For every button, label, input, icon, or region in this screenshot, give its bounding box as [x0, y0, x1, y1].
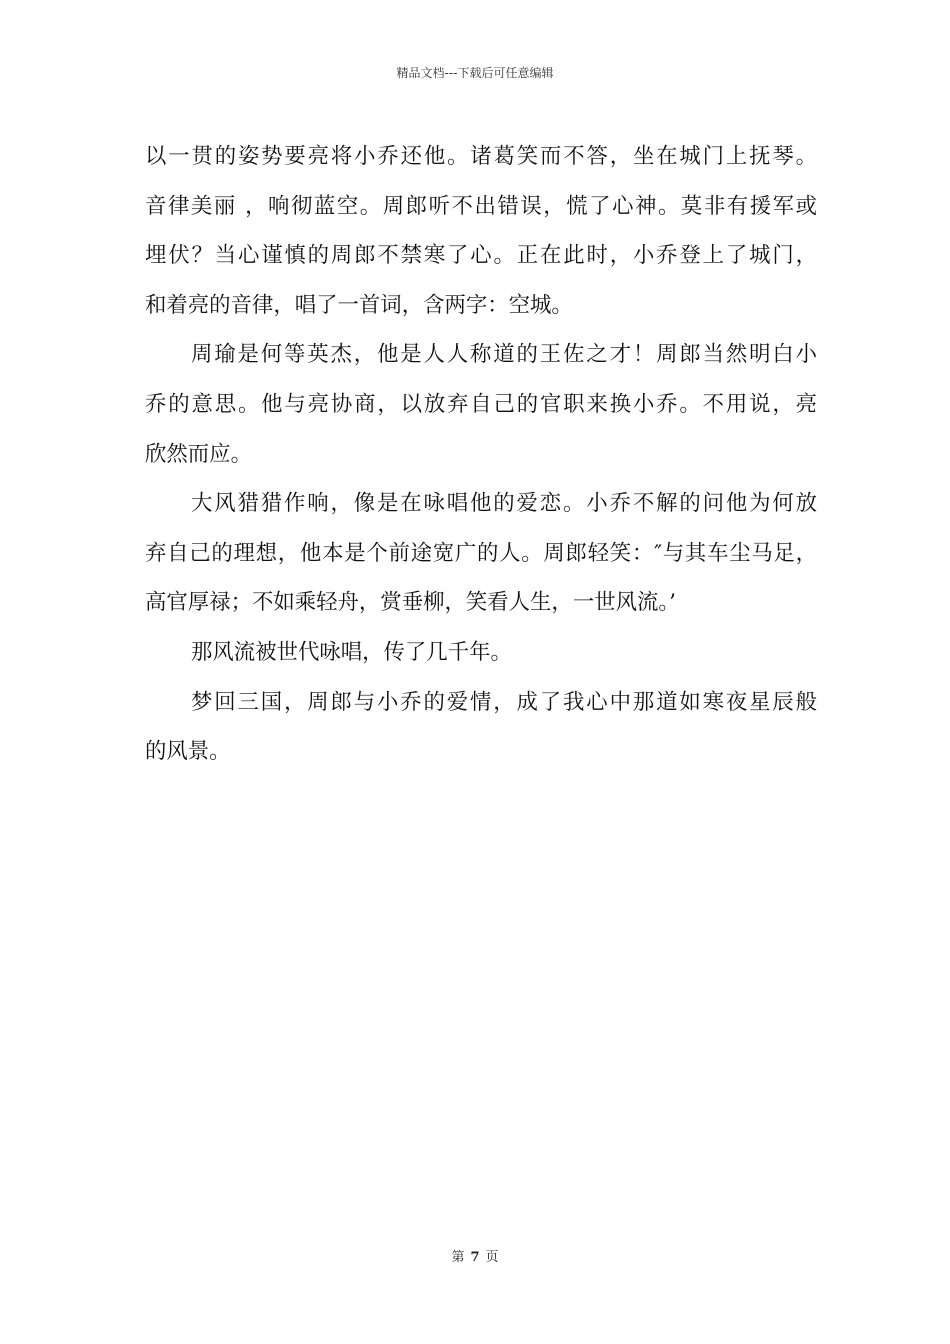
- paragraph: [145, 132, 817, 330]
- text-line: 欣然而应。: [145, 441, 252, 467]
- header-text: 精品文档---下载后可任意编辑: [396, 66, 554, 80]
- text-line: 那风流被世代咏唱，传了几千年。: [191, 639, 512, 665]
- document-body: [145, 132, 817, 777]
- text-line: 高官厚禄；不如乘轻舟，赏垂柳，笑看人生，一世风流。’: [145, 590, 676, 616]
- text-line: 音律美丽 ，响彻蓝空。周郎听不出错误，慌了心神。莫非有援军或: [145, 193, 817, 219]
- text-line: 和着亮的音律，唱了一首词，含两字：空城。: [145, 292, 573, 318]
- page-header: [0, 64, 950, 81]
- text-line: 大风猎猎作响，像是在咏唱他的爱恋。小乔不解的问他为何放: [191, 491, 817, 517]
- text-line: 的风景。: [145, 739, 231, 765]
- text-line: 埋伏？当心谨慎的周郎不禁寒了心。正在此时，小乔登上了城门，: [145, 243, 817, 269]
- page-number-suffix: 页: [485, 1250, 499, 1265]
- page-number-prefix: 第: [451, 1250, 465, 1265]
- paragraph: [145, 330, 817, 479]
- text-line: 周瑜是何等英杰，他是人人称道的王佐之才！周郎当然明白小: [191, 342, 817, 368]
- paragraph: [145, 628, 817, 678]
- page-number: 7: [470, 1250, 480, 1265]
- text-line: 梦回三国，周郎与小乔的爱情，成了我心中那道如寒夜星辰般: [191, 689, 817, 715]
- text-line: 以一贯的姿势要亮将小乔还他。诸葛笑而不答，坐在城门上抚琴。: [145, 144, 817, 169]
- paragraph: [145, 678, 817, 777]
- text-line: 乔的意思。他与亮协商，以放弃自己的官职来换小乔。不用说，亮: [145, 391, 817, 417]
- page-footer: [0, 1246, 950, 1265]
- paragraph: [145, 479, 817, 628]
- text-line: 弃自己的理想，他本是个前途宽广的人。周郎轻笑：″与其车尘马足，: [145, 540, 817, 566]
